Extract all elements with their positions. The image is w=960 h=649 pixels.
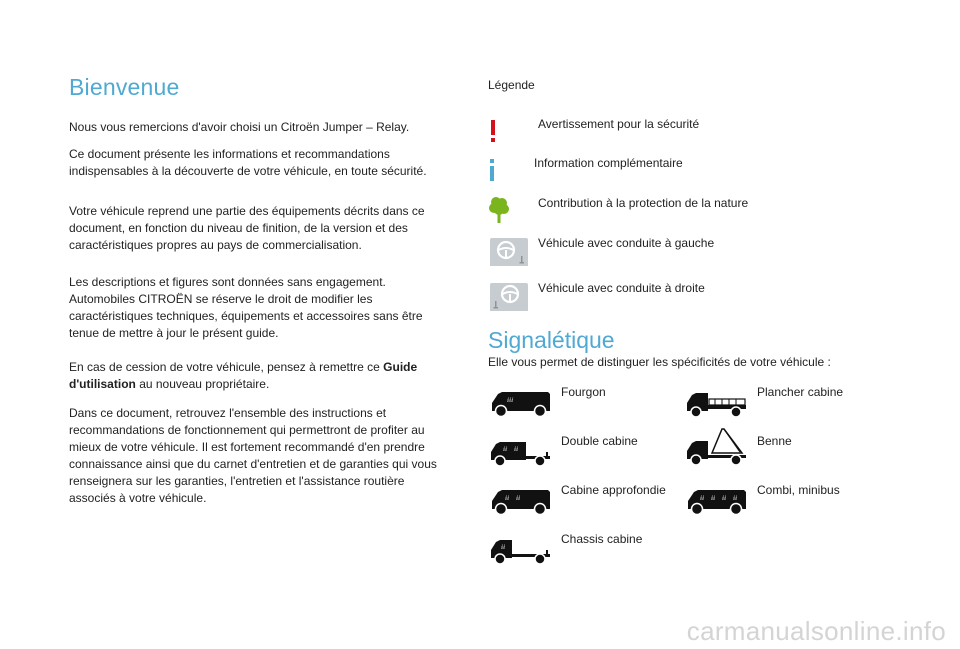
- legend-label-right-drive: Véhicule avec conduite à droite: [538, 281, 705, 295]
- info-icon: [488, 156, 532, 186]
- svg-text:ⅈⅈ: ⅈⅈ: [503, 446, 508, 453]
- vehicle-fourgon: [488, 385, 688, 425]
- guide-title-bold: Guide d'utilisation: [69, 360, 418, 391]
- tipper-icon: [684, 425, 750, 467]
- svg-text:ⅈⅈ: ⅈⅈ: [700, 495, 705, 502]
- vehicle-chassis-cabine: [488, 532, 688, 572]
- vehicle-label-chassis-cabine: Chassis cabine: [561, 532, 643, 546]
- van-icon: [488, 385, 554, 419]
- platform-cab-icon: [684, 385, 750, 419]
- vehicle-label-plancher-cabine: Plancher cabine: [757, 385, 844, 399]
- tree-icon: [488, 196, 532, 226]
- svg-text:ⅈⅈⅈ: ⅈⅈⅈ: [507, 397, 514, 404]
- signaletique-title: Signalétique: [488, 327, 615, 353]
- vehicle-plancher-cabine: [684, 385, 884, 425]
- warning-exclamation-icon: [488, 117, 532, 147]
- signaletique-intro: Elle vous permet de distinguer les spécificités de votre véhicule :: [488, 355, 831, 369]
- legend-label-nature: Contribution à la protection de la nature: [538, 196, 749, 210]
- steering-wheel-left-icon: [488, 236, 532, 266]
- cession-text-before: En cas de cession de votre véhicule, pensez à remettre ce: [69, 360, 384, 374]
- intro-paragraph: Nous vous remercions d'avoir choisi un Citroën Jumper – Relay.: [69, 120, 410, 134]
- legend-item-left-drive: [488, 236, 828, 266]
- disclaimer-paragraph: Les descriptions et figures sont données sans engagement. Automobiles CITROËN se réserve le droit de modifier les caractéristiques techniques, équipements et accessoires sans être tenue de mettre à jour le présent guide.: [69, 275, 423, 340]
- legend-title: Légende: [488, 78, 535, 92]
- legend-label-info: Information complémentaire: [534, 156, 683, 170]
- instructions-paragraph: Dans ce document, retrouvez l'ensemble des instructions et recommandations de fonctionnement qui permettront de profiter au mieux de votre véhicule. Il est fortement recommandé d'en prendre connaissance ainsi que du carnet d'entretien et de garanties qui vous renseignera sur les garanties, l'entretien et l'assistance routière associés à votre véhicule.: [69, 406, 437, 505]
- legend-item-nature: [488, 196, 828, 226]
- minibus-icon: [684, 483, 750, 517]
- vehicle-label-double-cabine: Double cabine: [561, 434, 638, 448]
- double-cab-icon: [488, 434, 554, 468]
- bienvenue-title: Bienvenue: [69, 74, 180, 100]
- vehicle-label-fourgon: Fourgon: [561, 385, 606, 399]
- equipment-paragraph: Votre véhicule reprend une partie des équipements décrits dans ce document, en fonction du niveau de finition, de la version et des caractéristiques propres au pays de commercialisation.: [69, 204, 425, 252]
- cession-text-after: au nouveau propriétaire.: [135, 377, 270, 391]
- vehicle-label-cabine-approfondie: Cabine approfondie: [561, 483, 666, 497]
- legend-label-left-drive: Véhicule avec conduite à gauche: [538, 236, 715, 250]
- vehicle-double-cabine: [488, 434, 688, 474]
- svg-text:ⅈⅈ: ⅈⅈ: [722, 495, 727, 502]
- vehicle-combi-minibus: [684, 483, 884, 523]
- chassis-cab-icon: [488, 532, 554, 566]
- crew-van-icon: [488, 483, 554, 517]
- legend-item-right-drive: [488, 281, 828, 311]
- svg-text:ⅈⅈ: ⅈⅈ: [516, 495, 521, 502]
- watermark-text: carmanualsonline.info: [686, 616, 946, 646]
- vehicle-cabine-approfondie: [488, 483, 688, 523]
- legend-item-warning: [488, 117, 828, 147]
- svg-text:ⅈⅈ: ⅈⅈ: [505, 495, 510, 502]
- steering-wheel-right-icon: [488, 281, 532, 311]
- svg-text:ⅈⅈ: ⅈⅈ: [733, 495, 738, 502]
- legend-label-warning: Avertissement pour la sécurité: [538, 117, 700, 131]
- vehicle-label-benne: Benne: [757, 434, 792, 448]
- vehicle-label-combi-minibus: Combi, minibus: [757, 483, 840, 497]
- cession-paragraph: [69, 359, 439, 393]
- presentation-paragraph: Ce document présente les informations et recommandations indispensables à la découverte de votre véhicule, en toute sécurité.: [69, 147, 427, 178]
- vehicle-benne: [684, 425, 884, 465]
- legend-item-info: [488, 156, 828, 186]
- svg-text:ⅈⅈ: ⅈⅈ: [711, 495, 716, 502]
- svg-text:ⅈⅈ: ⅈⅈ: [501, 544, 506, 551]
- svg-text:ⅈⅈ: ⅈⅈ: [514, 446, 519, 453]
